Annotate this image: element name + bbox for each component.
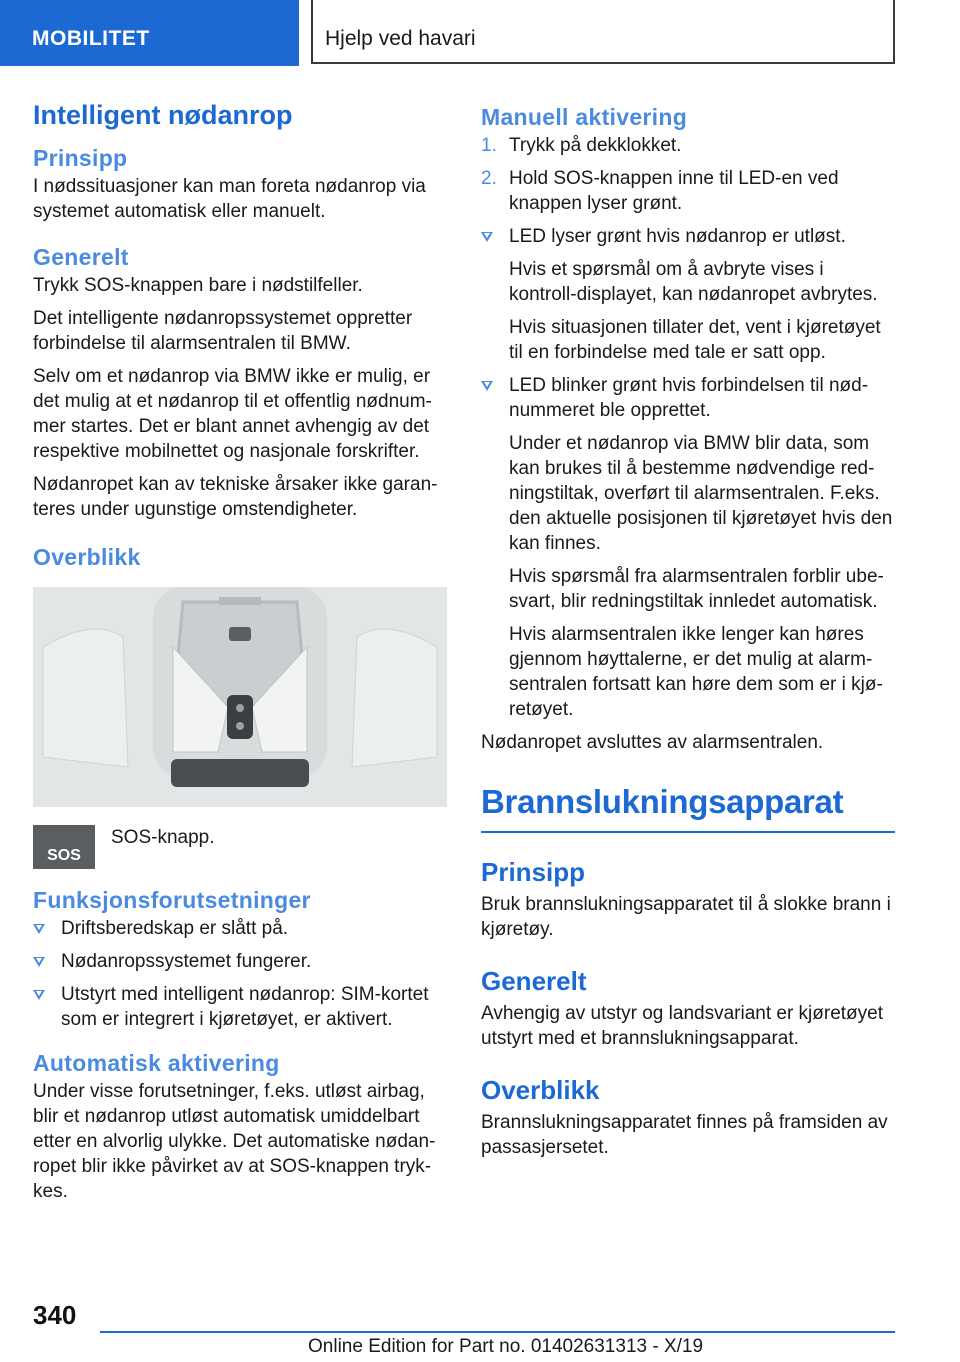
list-item: 2. Hold SOS-knappen inne til LED-en ved knappen lyser grønt. — [481, 168, 839, 214]
brann-generelt-text: Avhengig av utstyr og landsvariant er kjøretøyet utstyrt med et brannslukningsapparat. — [481, 1003, 884, 1049]
sos-icon: SOS — [33, 825, 95, 869]
section-tab: MOBILITET — [0, 0, 299, 66]
triangle-bullet-icon — [33, 990, 45, 1000]
page-number: 340 — [33, 1300, 77, 1330]
overblikk-heading: Overblikk — [33, 544, 141, 570]
funksjon-list — [33, 916, 449, 1032]
chapter-tab: Hjelp ved havari — [311, 0, 895, 64]
sub-paragraph: Hvis et spørsmål om å avbryte vises i kontroll-displayet, kan nødanropet avbrytes. — [509, 259, 878, 305]
triangle-bullet-icon — [33, 924, 45, 934]
prinsipp-text: I nødssituasjoner kan man foreta nødanrop via systemet automatisk eller manuelt. — [33, 176, 426, 222]
icon-caption — [33, 825, 449, 869]
sub-paragraph: Hvis spørsmål fra alarmsentralen forblir ube-svart, blir redningstiltak innledet automatisk. — [509, 566, 884, 612]
closing-text: Nødanropet avsluttes av alarmsentralen. — [481, 732, 824, 753]
generelt-para: Trykk SOS-knappen bare i nødstilfeller. — [33, 275, 363, 296]
prinsipp-heading: Prinsipp — [33, 145, 128, 171]
manuell-bullets — [481, 373, 895, 423]
manuell-heading: Manuell aktivering — [481, 104, 688, 130]
left-column — [33, 100, 449, 1212]
sos-caption: SOS-knapp. — [111, 827, 215, 848]
list-item: LED blinker grønt hvis forbindelsen til nød-nummeret ble opprettet. — [481, 373, 895, 423]
automatisk-text: Under visse forutsetninger, f.eks. utløst airbag, blir et nødanrop utløst automatisk umiddelbart etter en alvorlig ulykke. Det automatiske nødan-ropet blir ikke påvirket av at SOS-knappen tryk-kes. — [33, 1081, 436, 1202]
sub-paragraph: Hvis situasjonen tillater det, vent i kjøretøyet til en forbindelse med tale er satt opp. — [509, 317, 881, 363]
list-item: 1. Trykk på dekklokket. — [481, 135, 682, 156]
brann-prinsipp-heading: Prinsipp — [481, 857, 586, 887]
overhead-console-photo — [33, 587, 447, 807]
generelt-para: Det intelligente nødanropssystemet oppretter forbindelse til alarmsentralen til BMW. — [33, 308, 413, 354]
brann-prinsipp-text: Bruk brannslukningsapparatet til å slokke brann i kjøretøy. — [481, 894, 891, 940]
manuell-steps — [481, 133, 895, 249]
sub-paragraph: Under et nødanrop via BMW blir data, som kan brukes til å bestemme nødvendige red-ningstiltak, overført til alarmsentralen. F.eks. den aktuelle posisjonen til kjøretøyet hvis den kan finnes. — [509, 433, 893, 554]
list-item: Driftsberedskap er slått på. — [33, 916, 449, 941]
generelt-para: Nødanropet kan av tekniske årsaker ikke garan-teres under ugunstige omstendigheter. — [33, 474, 438, 520]
overhead-console-illustration — [33, 587, 447, 807]
automatisk-heading: Automatisk aktivering — [33, 1050, 280, 1076]
triangle-bullet-icon — [481, 232, 493, 242]
generelt-heading: Generelt — [33, 244, 129, 270]
footer-divider — [100, 1331, 895, 1333]
sub-paragraph: Hvis alarmsentralen ikke lenger kan høres gjennom høyttalerne, er det mulig at alarm-sentralen fortsatt kan høre dem som er i kjø-retøyet. — [509, 624, 883, 720]
brann-overblikk-heading: Overblikk — [481, 1075, 600, 1105]
list-item: LED lyser grønt hvis nødanrop er utløst. — [481, 224, 895, 249]
triangle-bullet-icon — [33, 957, 45, 967]
funksjon-heading: Funksjonsforutsetninger — [33, 887, 311, 913]
section-title: Intelligent nødanrop — [33, 100, 293, 130]
right-column — [481, 100, 895, 1168]
page-header — [0, 0, 960, 66]
brann-generelt-heading: Generelt — [481, 966, 587, 996]
brann-title: Brannslukningsapparat — [481, 783, 895, 833]
list-item: Nødanropssystemet fungerer. — [33, 949, 449, 974]
brann-overblikk-text: Brannslukningsapparatet finnes på framsiden av passasjersetet. — [481, 1112, 888, 1158]
triangle-bullet-icon — [481, 381, 493, 391]
generelt-para: Selv om et nødanrop via BMW ikke er mulig, er det mulig at et nødanrop til et offentlig nødnum-mer startes. Det er blant annet avhengig av det respektive mobilnettet og nasjonale forskrifter. — [33, 366, 432, 462]
list-item: Utstyrt med intelligent nødanrop: SIM-kortet som er integrert i kjøretøyet, er aktivert. — [33, 982, 449, 1032]
edition-text: Online Edition for Part no. 01402631313 - X/19 — [308, 1336, 704, 1357]
